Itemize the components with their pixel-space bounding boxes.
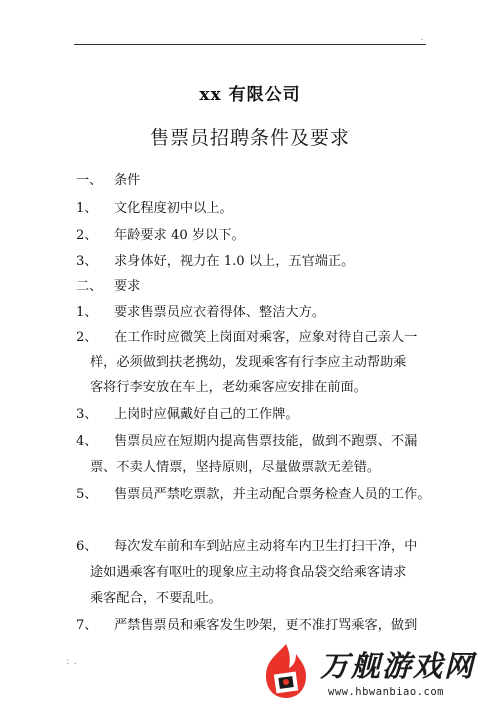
item-number: 二、	[76, 279, 103, 294]
item-number: 1、	[76, 305, 98, 320]
item-number: 7、	[76, 618, 98, 633]
item-text: 售票员应在短期内提高售票技能，做到不跑票、不漏	[114, 434, 418, 449]
footer-mark: ：.	[66, 657, 77, 666]
item-number: 一、	[76, 173, 103, 188]
item-number: 2、	[76, 330, 98, 345]
item-text-continued: 途如遇乘客有呕吐的现象应主动将食品袋交给乘客请求	[90, 565, 407, 580]
item-text: 严禁售票员和乘客发生吵架，更不准打骂乘客，做到	[114, 618, 418, 633]
watermark-brand: 万舰游戏网	[320, 649, 476, 683]
item-text: 要求	[114, 279, 141, 294]
item-text-continued: 样，必须做到扶老携幼，发现乘客有行李应主动帮助乘	[90, 355, 407, 370]
company-name: xx 有限公司	[199, 85, 301, 105]
item-text: 文化程度初中以上。	[114, 201, 233, 216]
item-number: 3、	[76, 407, 98, 422]
header-dot: .	[421, 34, 424, 42]
item-number: 2、	[76, 228, 98, 243]
item-text: 在工作时应微笑上岗面对乘客，应象对待自己亲人一	[114, 330, 418, 345]
item-number: 4、	[76, 434, 98, 449]
item-text-continued: 乘客配合，不要乱吐。	[90, 591, 222, 606]
item-text-continued: 票、不卖人情票，坚持原则，尽量做票款无差错。	[90, 460, 381, 475]
item-number: 6、	[76, 539, 98, 554]
header-rule	[74, 44, 426, 45]
site-watermark	[256, 638, 496, 704]
document-title: 售票员招聘条件及要求	[149, 127, 350, 149]
flame-logo-icon	[256, 640, 316, 702]
item-number: 5、	[76, 487, 98, 502]
item-number: 3、	[76, 254, 98, 269]
item-text-continued: 客将行李安放在车上，老幼乘客应安排在前面。	[90, 380, 367, 395]
item-text: 要求售票员应衣着得体、整洁大方。	[114, 305, 325, 320]
item-text: 上岗时应佩戴好自己的工作牌。	[114, 407, 299, 422]
item-number: 1、	[76, 201, 98, 216]
item-text: 年龄要求 40 岁以下。	[114, 228, 245, 243]
item-text: 售票员严禁吃票款，并主动配合票务检查人员的工作。	[114, 487, 431, 502]
item-text: 条件	[114, 173, 141, 188]
item-text: 每次发车前和车到站应主动将车内卫生打扫干净，中	[114, 539, 418, 554]
watermark-url: www.hbwanbiao.com	[328, 686, 444, 698]
item-text: 求身体好，视力在 1.0 以上，五官端正。	[114, 254, 355, 269]
